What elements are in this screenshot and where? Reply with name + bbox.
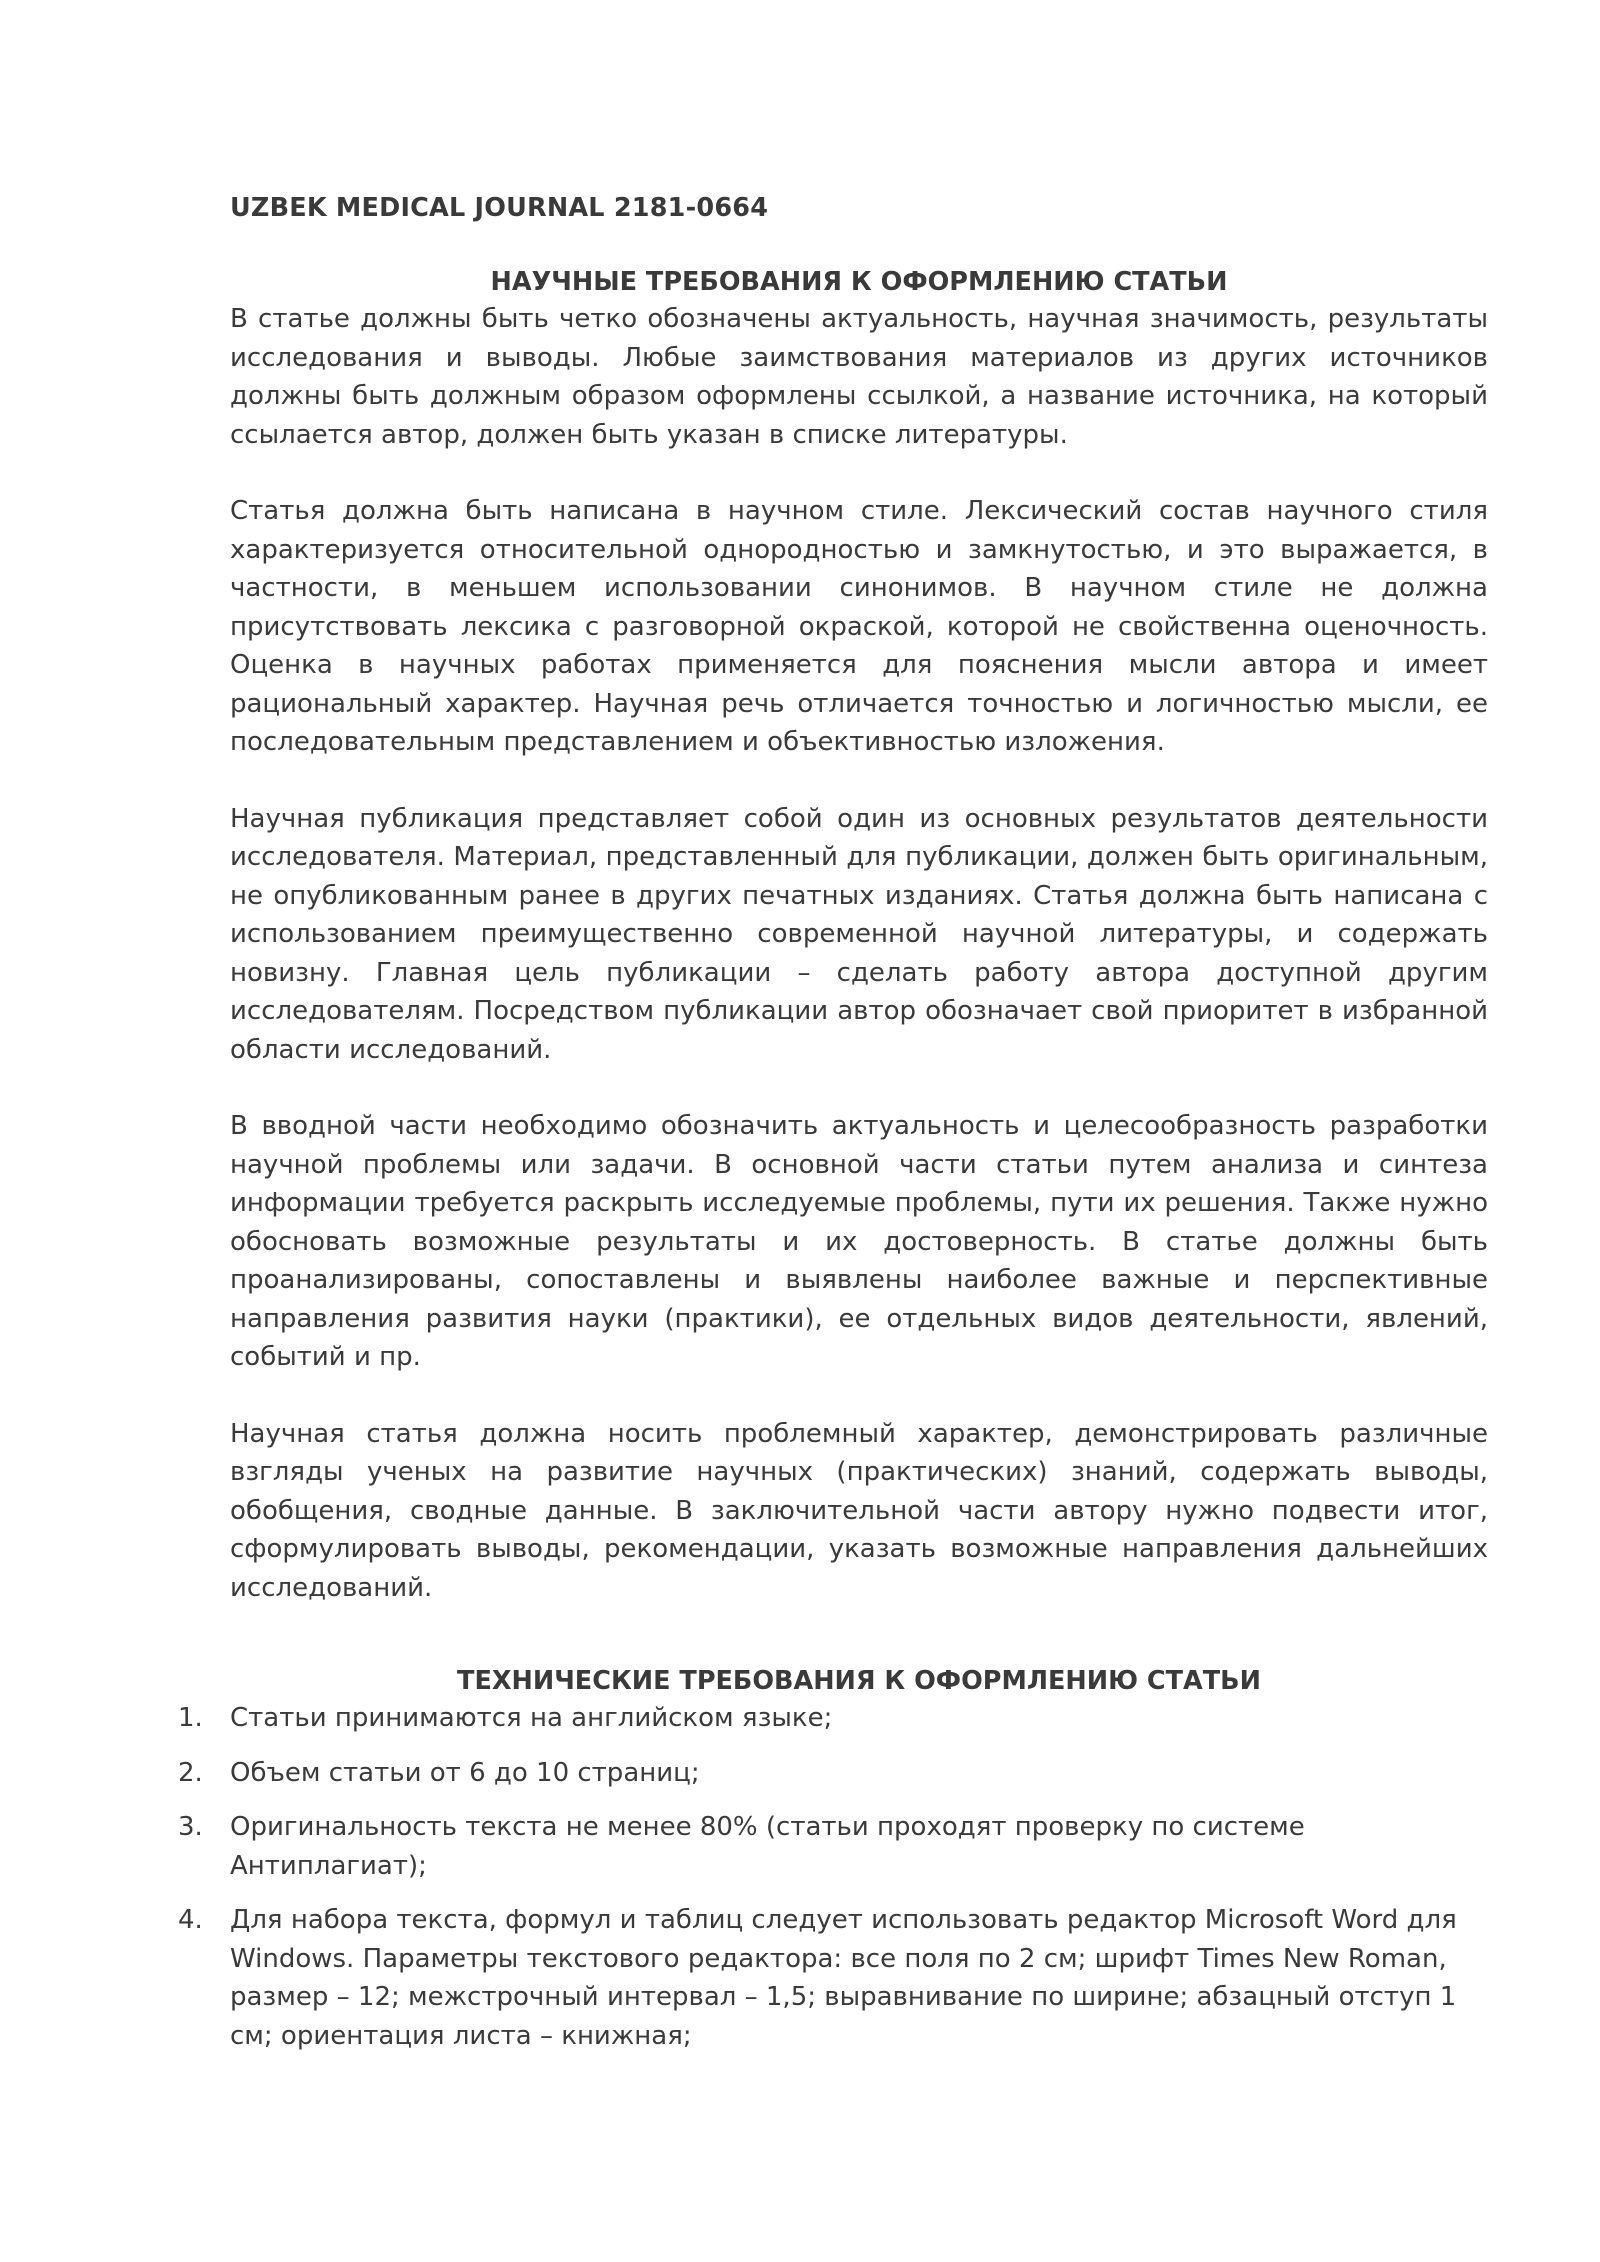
list-item [178, 1699, 1488, 1738]
list-item-text: Для набора текста, формул и таблиц следует использовать редактор Microsoft Word для Windows. Параметры текстового редактора: все поля по 2 см; шрифт Times New Roman, размер – 12; межстрочный интервал – 1,5; выравнивание по ширине; абзацный отступ 1 см; ориентация листа – книжная; [230, 1905, 1457, 2051]
list-item [178, 1754, 1488, 1793]
list-item-number: 2. [178, 1757, 203, 1788]
paragraph-relevance: В статье должны быть четко обозначены актуальность, научная значимость, результаты исследования и выводы. Любые заимствования материалов из других источников должны быть должным образом оформлены ссылкой, а название источника, на который ссылается автор, должен быть указан в списке литературы. [230, 304, 1488, 450]
journal-header: UZBEK MEDICAL JOURNAL 2181-0664 [230, 193, 769, 223]
list-item-text: Статьи принимаются на английском языке; [230, 1703, 833, 1733]
scientific-requirements-title: НАУЧНЫЕ ТРЕБОВАНИЯ К ОФОРМЛЕНИЮ СТАТЬИ [490, 267, 1228, 297]
list-item-number: 4. [178, 1905, 203, 1935]
list-item-text: Объем статьи от 6 до 10 страниц; [230, 1757, 700, 1788]
list-item-number: 3. [178, 1812, 203, 1842]
list-item [178, 1808, 1488, 1885]
paragraph-introduction: В вводной части необходимо обозначить актуальность и целесообразность разработки научной проблемы или задачи. В основной части статьи путем анализа и синтеза информации требуется раскрыть исследуемые проблемы, пути их решения. Также нужно обосновать возможные результаты и их достоверность. В статье должны быть проанализированы, сопоставлены и выявлены наиболее важные и перспективные направления развития науки (практики), ее отдельных видов деятельности, явлений, событий и пр. [230, 1111, 1488, 1372]
technical-requirements-title: ТЕХНИЧЕСКИЕ ТРЕБОВАНИЯ К ОФОРМЛЕНИЮ СТАТЬИ [457, 1666, 1261, 1696]
list-item-text: Оригинальность текста не менее 80% (статьи проходят проверку по системе Антиплагиат); [230, 1812, 1305, 1881]
list-item-number: 1. [178, 1703, 203, 1733]
paragraph-publication: Научная публикация представляет собой один из основных результатов деятельности исследователя. Материал, представленный для публикации, должен быть оригинальным, не опубликованным ранее в других печатных изданиях. Статья должна быть написана с использованием преимущественно современной научной литературы, и содержать новизну. Главная цель публикации – сделать работу автора доступной другим исследователям. Посредством публикации автор обозначает свой приоритет в избранной области исследований. [230, 803, 1488, 1065]
list-item [178, 1901, 1488, 2055]
paragraph-scientific-style: Статья должна быть написана в научном стиле. Лексический состав научного стиля характеризуется относительной однородностью и замкнутостью, и это выражается, в частности, в меньшем использовании синонимов. В научном стиле не должна присутствовать лексика с разговорной окраской, которой не свойственна оценочность. Оценка в научных работах применяется для пояснения мысли автора и имеет рациональный характер. Научная речь отличается точностью и логичностью мысли, ее последовательным представлением и объективностью изложения. [230, 496, 1488, 757]
paragraph-conclusion: Научная статья должна носить проблемный характер, демонстрировать различные взгляды ученых на развитие научных (практических) знаний, содержать выводы, обобщения, сводные данные. В заключительной части автору нужно подвести итог, сформулировать выводы, рекомендации, указать возможные направления дальнейших исследований. [230, 1418, 1488, 1603]
technical-requirements-list [178, 1699, 1488, 2055]
